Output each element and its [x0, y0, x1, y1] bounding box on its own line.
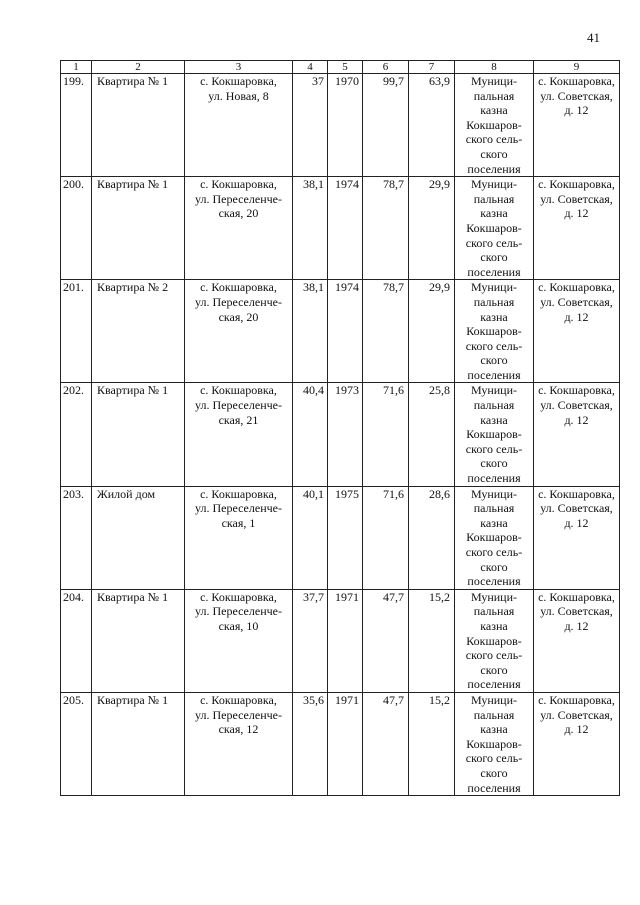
object-name: Жилой дом [92, 486, 185, 589]
owner-line: ского сель- [465, 751, 523, 766]
column-header-6: 6 [363, 61, 409, 74]
owner-line: поселения [467, 264, 521, 279]
owner-line: Кокшаров- [466, 736, 522, 751]
page-number: 41 [587, 30, 600, 45]
address-line: с. Кокшаровка, [200, 74, 277, 88]
owner-line: Кокшаров- [466, 530, 522, 545]
table-body [61, 61, 620, 796]
column-header-8: 8 [455, 61, 534, 74]
column-header-4: 4 [293, 61, 328, 74]
owner-line: Кокшаров- [466, 117, 522, 132]
address-cell [185, 74, 293, 177]
owner-line: Муници- [470, 280, 518, 295]
address-line: с. Кокшаровка, [200, 589, 277, 604]
location-line: с. Кокшаровка, [538, 589, 615, 604]
owner-line: Муници- [470, 74, 518, 88]
location-line: ул. Советская, [540, 501, 613, 516]
address-cell [185, 692, 293, 795]
owner-line: ского [480, 250, 508, 265]
object-name: Квартира № 1 [92, 177, 185, 280]
address-line: ская, 10 [218, 618, 259, 633]
row-number: 204. [61, 589, 92, 692]
table-row [61, 280, 620, 383]
owner-line: ского [480, 353, 508, 368]
owner-line: пальная [473, 88, 515, 103]
owner-line: поселения [467, 780, 521, 795]
value-col4: 37,7 [293, 589, 328, 692]
owner-line: Муници- [470, 692, 518, 707]
address-line: ул. Переселенче- [195, 191, 282, 206]
owner-line: Муници- [470, 589, 518, 604]
address-line: ская, 21 [218, 412, 259, 427]
owner-cell [455, 383, 534, 486]
location-line: с. Кокшаровка, [538, 177, 615, 192]
value-col6: 78,7 [363, 280, 409, 383]
owner-line: ского [480, 146, 508, 161]
owner-line: казна [480, 722, 508, 737]
owner-line: пальная [473, 294, 515, 309]
year-built: 1970 [328, 74, 363, 177]
owner-line: ского [480, 559, 508, 574]
object-name: Квартира № 2 [92, 280, 185, 383]
year-built: 1973 [328, 383, 363, 486]
address-cell [185, 486, 293, 589]
value-col7: 28,6 [409, 486, 455, 589]
property-register-table [60, 60, 620, 796]
owner-line: Кокшаров- [466, 633, 522, 648]
row-number: 201. [61, 280, 92, 383]
owner-line: Кокшаров- [466, 324, 522, 339]
row-number: 203. [61, 486, 92, 589]
row-number: 200. [61, 177, 92, 280]
table-row [61, 74, 620, 177]
location-line: д. 12 [564, 412, 589, 427]
object-name: Квартира № 1 [92, 74, 185, 177]
owner-line: ского сель- [465, 132, 523, 147]
value-col7: 15,2 [409, 589, 455, 692]
location-line: ул. Советская, [540, 88, 613, 103]
value-col4: 38,1 [293, 177, 328, 280]
owner-line: ского сель- [465, 648, 523, 663]
address-line: с. Кокшаровка, [200, 280, 277, 295]
value-col7: 29,9 [409, 280, 455, 383]
column-header-7: 7 [409, 61, 455, 74]
location-line: с. Кокшаровка, [538, 692, 615, 707]
location-line: ул. Советская, [540, 191, 613, 206]
location-line: д. 12 [564, 515, 589, 530]
object-name: Квартира № 1 [92, 589, 185, 692]
owner-line: ского сель- [465, 235, 523, 250]
owner-cell [455, 177, 534, 280]
location-line: д. 12 [564, 722, 589, 737]
owner-line: пальная [473, 707, 515, 722]
owner-line: казна [480, 206, 508, 221]
owner-line: ского [480, 765, 508, 780]
location-cell [534, 589, 620, 692]
value-col6: 71,6 [363, 383, 409, 486]
year-built: 1971 [328, 692, 363, 795]
year-built: 1974 [328, 177, 363, 280]
address-line: с. Кокшаровка, [200, 486, 277, 501]
address-line: ул. Новая, 8 [208, 88, 269, 103]
value-col6: 71,6 [363, 486, 409, 589]
column-header-3: 3 [185, 61, 293, 74]
address-line: с. Кокшаровка, [200, 177, 277, 192]
owner-line: пальная [473, 501, 515, 516]
owner-line: пальная [473, 604, 515, 619]
owner-line: Кокшаров- [466, 427, 522, 442]
owner-line: ского сель- [465, 338, 523, 353]
location-line: ул. Советская, [540, 604, 613, 619]
owner-line: казна [480, 309, 508, 324]
address-line: ул. Переселенче- [195, 501, 282, 516]
location-cell [534, 692, 620, 795]
value-col7: 63,9 [409, 74, 455, 177]
value-col4: 40,1 [293, 486, 328, 589]
table-row [61, 486, 620, 589]
owner-line: поселения [467, 367, 521, 382]
location-line: д. 12 [564, 309, 589, 324]
location-cell [534, 74, 620, 177]
location-line: ул. Советская, [540, 707, 613, 722]
row-number: 199. [61, 74, 92, 177]
location-line: с. Кокшаровка, [538, 383, 615, 398]
object-name: Квартира № 1 [92, 692, 185, 795]
table-row [61, 589, 620, 692]
location-line: д. 12 [564, 618, 589, 633]
value-col6: 99,7 [363, 74, 409, 177]
owner-cell [455, 486, 534, 589]
owner-line: ского [480, 662, 508, 677]
address-line: ул. Переселенче- [195, 294, 282, 309]
owner-line: казна [480, 618, 508, 633]
table-row [61, 692, 620, 795]
owner-line: поселения [467, 574, 521, 589]
owner-line: казна [480, 515, 508, 530]
owner-line: Муници- [470, 383, 518, 398]
location-line: с. Кокшаровка, [538, 74, 615, 88]
owner-cell [455, 692, 534, 795]
owner-line: казна [480, 103, 508, 118]
owner-line: поселения [467, 161, 521, 176]
address-cell [185, 280, 293, 383]
address-line: ул. Переселенче- [195, 604, 282, 619]
owner-cell [455, 74, 534, 177]
owner-line: пальная [473, 191, 515, 206]
column-header-2: 2 [92, 61, 185, 74]
address-line: с. Кокшаровка, [200, 692, 277, 707]
location-line: с. Кокшаровка, [538, 280, 615, 295]
owner-line: ского сель- [465, 545, 523, 559]
address-cell [185, 177, 293, 280]
address-line: с. Кокшаровка, [200, 383, 277, 398]
value-col6: 47,7 [363, 692, 409, 795]
location-line: ул. Советская, [540, 398, 613, 413]
value-col7: 29,9 [409, 177, 455, 280]
location-line: ул. Советская, [540, 294, 613, 309]
owner-line: ского [480, 456, 508, 471]
value-col4: 35,6 [293, 692, 328, 795]
location-cell [534, 486, 620, 589]
value-col7: 15,2 [409, 692, 455, 795]
value-col4: 38,1 [293, 280, 328, 383]
location-cell [534, 383, 620, 486]
value-col4: 40,4 [293, 383, 328, 486]
year-built: 1975 [328, 486, 363, 589]
address-line: ул. Переселенче- [195, 707, 282, 722]
year-built: 1971 [328, 589, 363, 692]
address-cell [185, 589, 293, 692]
owner-line: пальная [473, 398, 515, 413]
value-col7: 25,8 [409, 383, 455, 486]
address-line: ул. Переселенче- [195, 398, 282, 413]
year-built: 1974 [328, 280, 363, 383]
owner-line: Кокшаров- [466, 220, 522, 235]
address-line: ская, 20 [218, 206, 259, 221]
location-cell [534, 280, 620, 383]
location-line: д. 12 [564, 206, 589, 221]
address-cell [185, 383, 293, 486]
table-row [61, 177, 620, 280]
object-name: Квартира № 1 [92, 383, 185, 486]
table-row [61, 383, 620, 486]
column-header-9: 9 [534, 61, 620, 74]
address-line: ская, 1 [221, 515, 256, 530]
column-number-row [61, 61, 620, 74]
column-header-1: 1 [61, 61, 92, 74]
owner-line: Муници- [470, 486, 518, 501]
owner-cell [455, 280, 534, 383]
value-col6: 78,7 [363, 177, 409, 280]
address-line: ская, 12 [218, 722, 259, 737]
location-line: с. Кокшаровка, [538, 486, 615, 501]
row-number: 202. [61, 383, 92, 486]
column-header-5: 5 [328, 61, 363, 74]
owner-line: поселения [467, 471, 521, 486]
owner-line: Муници- [470, 177, 518, 192]
owner-line: казна [480, 412, 508, 427]
row-number: 205. [61, 692, 92, 795]
owner-line: ского сель- [465, 441, 523, 456]
location-line: д. 12 [564, 103, 589, 118]
location-cell [534, 177, 620, 280]
value-col4: 37 [293, 74, 328, 177]
value-col6: 47,7 [363, 589, 409, 692]
owner-cell [455, 589, 534, 692]
owner-line: поселения [467, 677, 521, 692]
address-line: ская, 20 [218, 309, 259, 324]
